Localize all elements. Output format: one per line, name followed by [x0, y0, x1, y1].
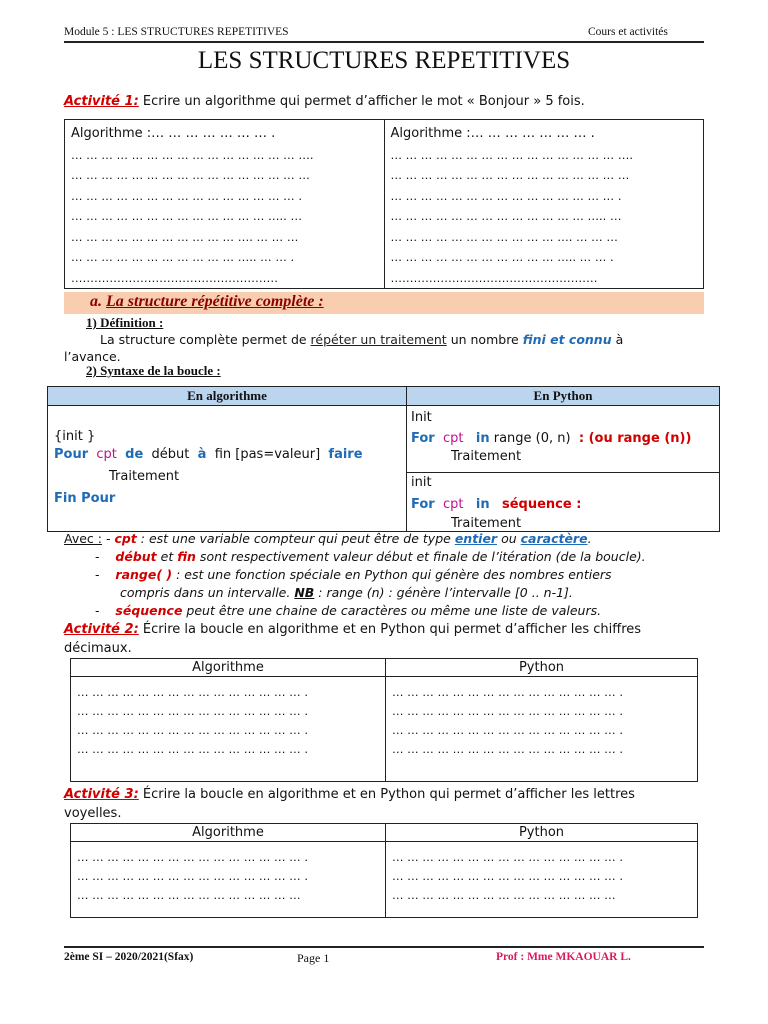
activity-3-table — [70, 823, 698, 918]
dots-line: … … … … … … … … … … … … … ….. … — [390, 209, 622, 223]
dots-line: … … … … … … … … … … … … … … … . — [390, 188, 622, 203]
note-1-entier: entier — [454, 531, 498, 546]
dots-line: … … … … … … … … … … … … … … … . — [392, 869, 623, 883]
dots-line: … … … … … … … … … … … … … … … . — [392, 704, 623, 718]
note-3-text2: compris dans un intervalle. — [120, 585, 295, 600]
activity-3-algo-lines — [71, 842, 385, 905]
note-1 — [64, 530, 704, 548]
note-2-fin: fin — [177, 549, 196, 564]
activity-3-col2: Python — [386, 824, 698, 842]
algo-kw-pour: Pour — [54, 447, 89, 462]
activity-3-python-lines — [386, 842, 697, 905]
algo-pour-line — [54, 444, 400, 466]
activity-1-col1 — [65, 120, 384, 288]
definition-heading: 1) Définition : — [86, 315, 164, 330]
activity-2-statement — [64, 620, 704, 658]
note-3-text3: : range (n) : génère l’intervalle [0 .. n-1]. — [314, 585, 573, 600]
algo-init: {init } — [54, 429, 96, 444]
py1-traitement: Traitement — [451, 449, 522, 464]
page-title: LES STRUCTURES REPETITIVES — [197, 47, 571, 74]
dots-line: ……………………………………………… — [71, 270, 278, 285]
algo-kw-de: de — [125, 447, 144, 462]
note-1-kw: cpt — [114, 531, 137, 546]
dots-line: … … … … … … … … … … … … … … … . — [77, 723, 308, 737]
dots-line: … … … … … … … … … … … … … … … . — [71, 188, 302, 203]
syntax-python-cell-2 — [407, 473, 720, 532]
note-1-ou: ou — [497, 531, 521, 546]
dots-line: … … … … … … … … … … … … … … … . — [77, 850, 308, 864]
note-2-et: et — [156, 549, 178, 564]
note-3-kw: range( ) — [115, 567, 173, 582]
algo-cpt: cpt — [96, 447, 117, 462]
note-4: - séquence peut être une chaine de caractères ou même une liste de valeurs. — [95, 603, 602, 618]
dots-line: … … … … … … … … … … … … … … … . — [77, 685, 308, 699]
header-module: Module 5 : LES STRUCTURES REPETITIVES — [64, 26, 289, 38]
activity-3-text2: voyelles. — [64, 806, 122, 821]
py1-kw-in: in — [475, 431, 490, 446]
py2-seq: séquence : — [502, 497, 582, 512]
dots-line: … … … … … … … … … … … … … … … . — [77, 742, 308, 756]
activity-2-col2: Python — [386, 659, 698, 677]
dots-line: … … … … … … … … … … … … … … … … — [71, 168, 310, 182]
py1-cpt: cpt — [442, 431, 464, 446]
activity-3-label: Activité 3: — [64, 787, 139, 802]
footer-rule — [64, 946, 704, 948]
algo-kw-a: à — [197, 447, 207, 462]
def-part-5: à — [611, 332, 624, 347]
note-2: - début et fin sont respectivement valeur début et finale de l’itération (de la boucle). — [95, 549, 646, 564]
dots-line: … … … … … … … … … … … … … … … . — [392, 850, 623, 864]
activity-1-statement — [64, 92, 704, 111]
py2-cpt: cpt — [442, 497, 464, 512]
dots-line: … … … … … … … … … … … … … … … . — [77, 704, 308, 718]
header-right: Cours et activités — [588, 26, 668, 38]
header-rule — [64, 41, 704, 43]
note-3: - range( ) : est une fonction spéciale en Python qui génère des nombres entiers compris dans un intervalle. NB : range (n) : génère l’intervalle [0 .. n-1]. — [95, 567, 612, 600]
activity-3-text: Écrire la boucle en algorithme et en Python qui permet d’afficher les lettres — [138, 787, 635, 802]
note-3-text: : est une fonction spéciale en Python qui génère des nombres entiers — [172, 567, 612, 582]
algo-fin-pour: Fin Pour — [54, 491, 116, 506]
note-1-end: . — [587, 531, 592, 546]
syntax-table — [47, 386, 720, 532]
note-2-text: sont respectivement valeur début et finale de l’itération (de la boucle). — [195, 549, 646, 564]
dots-line: … … … … … … … … … … … ….. … … . — [71, 250, 295, 264]
activity-1-text: Ecrire un algorithme qui permet d’afficher le mot « Bonjour » 5 fois. — [138, 94, 585, 109]
py2-init: init — [411, 475, 432, 490]
dots-line: … … … … … … … … … … … … … … … — [392, 888, 616, 902]
syntax-python-cell-1 — [407, 406, 720, 473]
syntax-algo-cell — [48, 406, 407, 532]
def-part-3: un nombre — [446, 332, 523, 347]
note-avec: Avec : — [64, 531, 102, 546]
dots-line: ……………………………………………… — [390, 270, 598, 285]
algo-fin: fin [pas=valeur] — [214, 447, 321, 462]
py2-kw-for: For — [411, 497, 435, 512]
note-3-nb: NB — [294, 585, 315, 600]
note-4-kw: séquence — [115, 603, 183, 618]
activity-2-col1: Algorithme — [71, 659, 386, 677]
note-1-caractere: caractère — [520, 531, 588, 546]
syntax-col-python: En Python — [407, 387, 720, 406]
dots-line: … … … … … … … … … … … … … … … …. — [71, 147, 314, 162]
py2-kw-in: in — [475, 497, 490, 512]
activity-2-table — [70, 658, 698, 782]
activity-2-text2: décimaux. — [64, 641, 132, 656]
dots-line: … … … … … … … … … … … …. … … … — [390, 229, 618, 244]
py1-alt: : (ou range (n)) — [578, 431, 692, 446]
dots-line: … … … … … … … … … … … … … … … — [77, 888, 301, 902]
py1-kw-for: For — [411, 431, 435, 446]
algo-traitement: Traitement — [109, 469, 180, 484]
algo-debut: début — [151, 447, 190, 462]
activity-1-col2 — [385, 120, 704, 288]
section-a-heading — [90, 293, 324, 311]
note-1-dash: - — [101, 531, 115, 546]
py2-for-line — [411, 493, 715, 517]
footer-page: Page 1 — [297, 951, 330, 965]
dots-line: … … … … … … … … … … … … … … … … — [390, 168, 630, 182]
dots-line: … … … … … … … … … … … … … … … …. — [390, 147, 633, 162]
def-part-6: l’avance. — [64, 349, 121, 364]
py1-for-line — [411, 428, 715, 450]
dots-line: … … … … … … … … … … … …. … … … — [71, 229, 299, 244]
syntax-col-algo: En algorithme — [48, 387, 407, 406]
dots-line: … … … … … … … … … … … ….. … … . — [390, 250, 614, 264]
activity-3-statement — [64, 785, 704, 823]
footer-right: Prof : Mme MKAOUAR L. — [496, 951, 631, 963]
dots-line: … … … … … … … … … … … … … … … . — [392, 742, 623, 756]
section-a-title: La structure répétitive complète : — [106, 293, 324, 310]
dots-line: … … … … … … … … … … … … … ….. … — [71, 209, 302, 223]
py2-traitement: Traitement — [451, 516, 522, 531]
py1-range: range (0, n) — [493, 431, 571, 446]
note-2-debut: début — [115, 549, 157, 564]
activity-2-algo-lines — [71, 677, 385, 759]
activity-1-table — [64, 119, 704, 289]
note-4-text: peut être une chaine de caractères ou même une liste de valeurs. — [182, 603, 602, 618]
section-a-label: a. — [90, 293, 102, 310]
dots-line: … … … … … … … … … … … … … … … . — [77, 869, 308, 883]
activity-3-col1: Algorithme — [71, 824, 386, 842]
activity-1-label: Activité 1: — [64, 94, 139, 109]
definition-text — [64, 331, 704, 365]
def-part-1: La structure complète permet de — [100, 332, 311, 347]
def-part-2: répéter un traitement — [310, 332, 447, 347]
activity-2-label: Activité 2: — [64, 622, 139, 637]
dots-line: … … … … … … … … … … … … … … … . — [392, 723, 623, 737]
def-part-4: fini et connu — [522, 332, 612, 347]
dots-line: … … … … … … … … … … … … … … … . — [392, 685, 623, 699]
footer-left: 2ème SI – 2020/2021(Sfax) — [64, 951, 194, 963]
py1-init: Init — [411, 410, 432, 425]
activity-1-col1-title: Algorithme :… … … … … … … . — [71, 126, 276, 141]
note-1-text: : est une variable compteur qui peut être de type — [136, 531, 455, 546]
syntax-heading: 2) Syntaxe de la boucle : — [86, 363, 221, 378]
algo-kw-faire: faire — [328, 447, 363, 462]
activity-1-col2-title: Algorithme :… … … … … … … . — [390, 126, 595, 141]
activity-2-text: Écrire la boucle en algorithme et en Python qui permet d’afficher les chiffres — [138, 622, 642, 637]
activity-2-python-lines — [386, 677, 697, 759]
